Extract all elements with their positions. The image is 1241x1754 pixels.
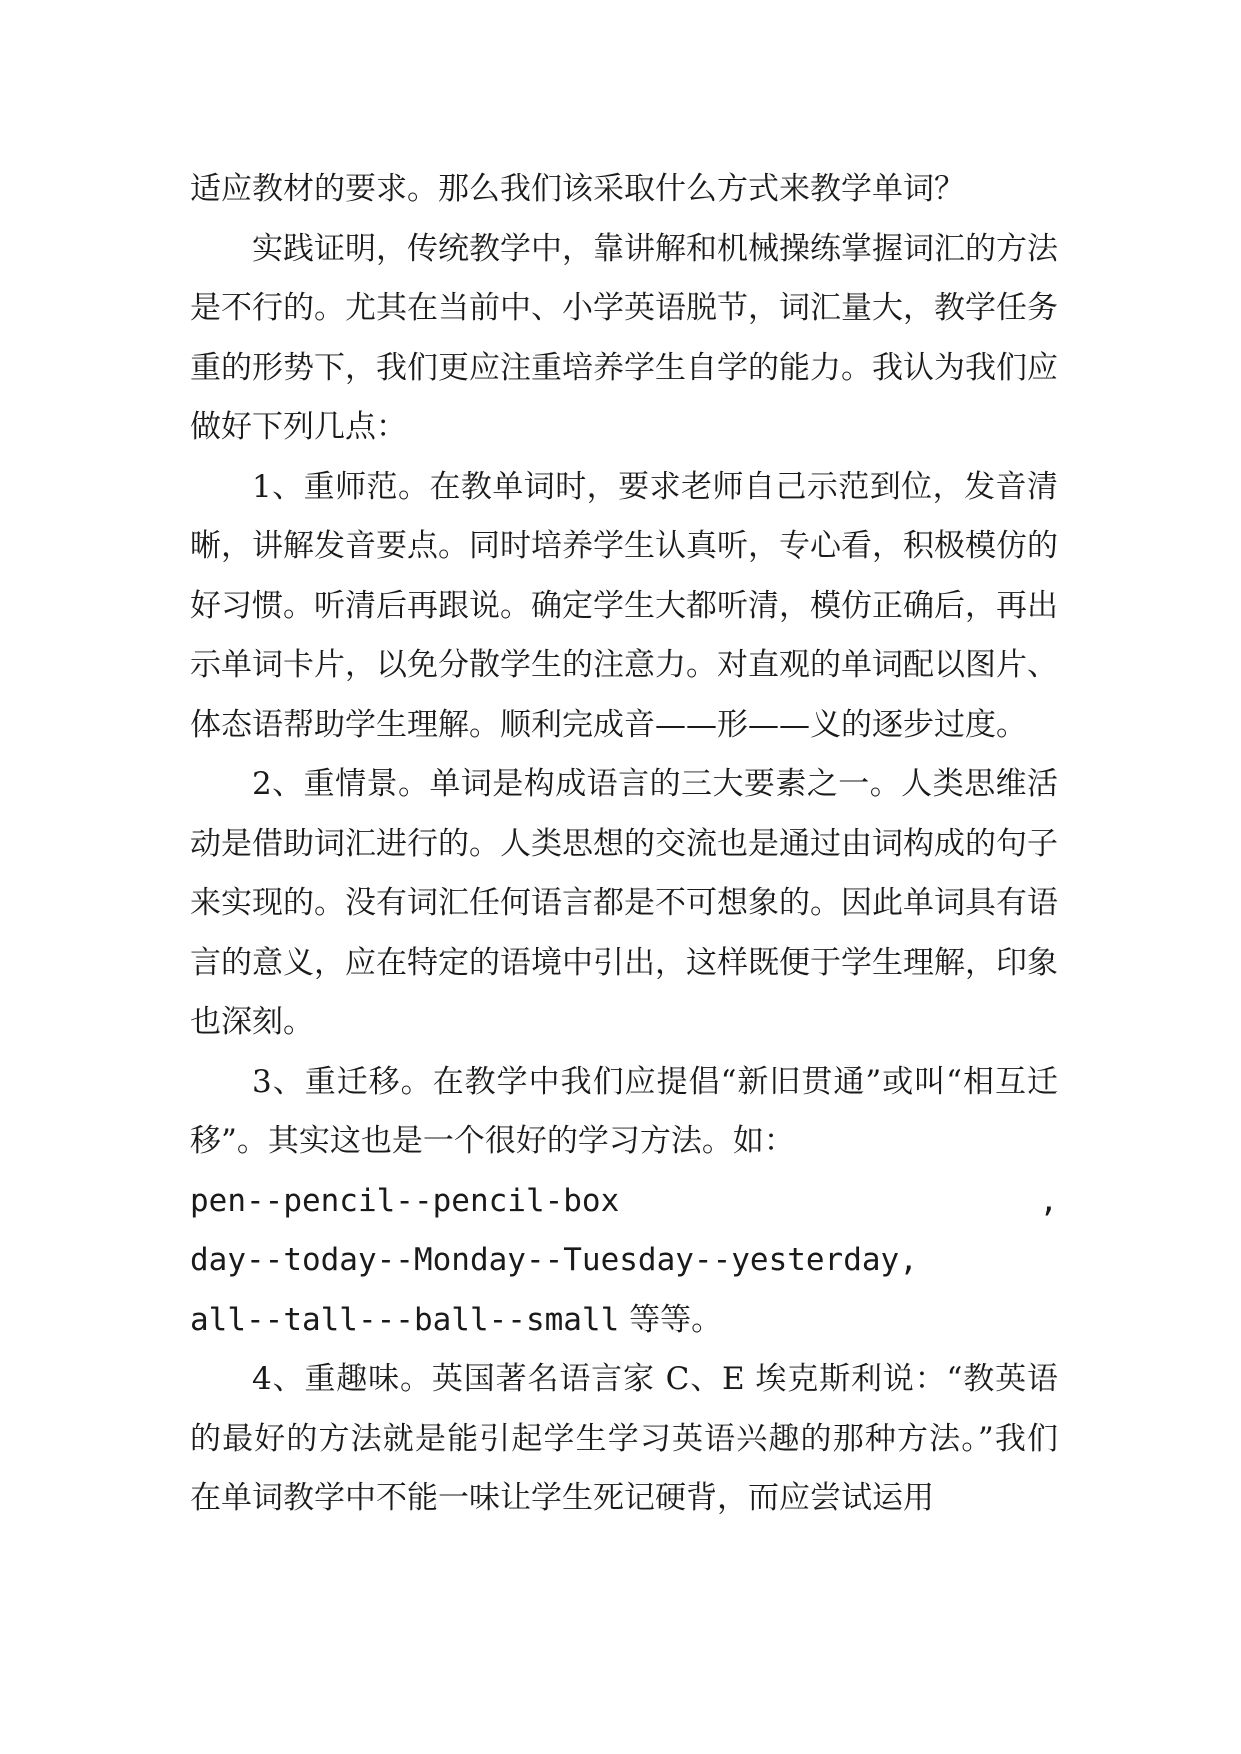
example-line-day: day--today--Monday--Tuesday--yesterday, (190, 1242, 918, 1278)
example-line-all (190, 1291, 1058, 1351)
paragraph-point-3 (190, 1053, 1058, 1351)
example-tail: 等等。 (619, 1301, 723, 1338)
example-line-pen (190, 1172, 1058, 1232)
example-comma: , (1039, 1182, 1058, 1219)
paragraph-point-4: 4、重趣味。英国著名语言家 C、E 埃克斯利说：“教英语的最好的方法就是能引起学生学习英语兴趣的那种方法。”我们在单词教学中不能一味让学生死记硬背，而应尝试运用 (190, 1361, 1058, 1516)
paragraph-intro: 实践证明，传统教学中，靠讲解和机械操练掌握词汇的方法是不行的。尤其在当前中、小学英语脱节，词汇量大，教学任务重的形势下，我们更应注重培养学生自学的能力。我认为我们应做好下列几点： (190, 230, 1058, 445)
paragraph-continuation: 适应教材的要求。那么我们该采取什么方式来教学单词？ (190, 171, 965, 207)
example-words-all: all--tall---ball--small (190, 1301, 620, 1338)
point-3-intro: 3、重迁移。在教学中我们应提倡“新旧贯通”或叫“相互迁移”。其实这也是一个很好的学习方法。如： (190, 1063, 1058, 1159)
paragraph-point-2: 2、重情景。单词是构成语言的三大要素之一。人类思维活动是借助词汇进行的。人类思想的交流也是通过由词构成的句子来实现的。没有词汇任何语言都是不可想象的。因此单词具有语言的意义，应在特定的语境中引出，这样既便于学生理解，印象也深刻。 (190, 766, 1058, 1040)
document-body (190, 160, 1058, 1529)
example-words-pen: pen--pencil--pencil-box (190, 1182, 620, 1219)
paragraph-point-1: 1、重师范。在教单词时，要求老师自己示范到位，发音清晰，讲解发音要点。同时培养学生认真听，专心看，积极模仿的好习惯。听清后再跟说。确定学生大都听清，模仿正确后，再出示单词卡片，以免分散学生的注意力。对直观的单词配以图片、体态语帮助学生理解。顺利完成音——形——义的逐步过度。 (190, 468, 1058, 743)
